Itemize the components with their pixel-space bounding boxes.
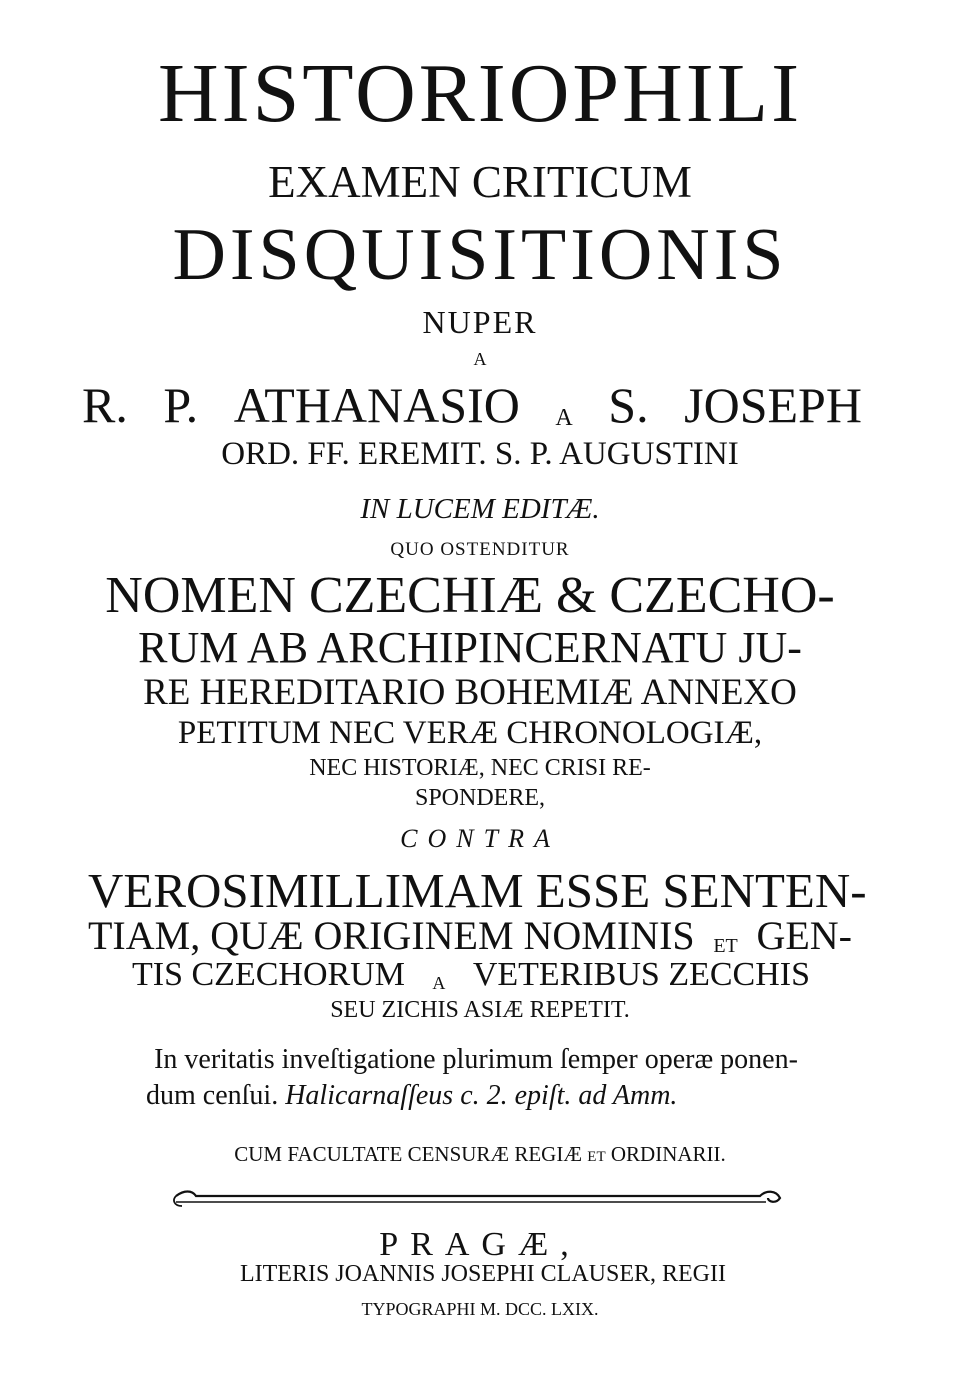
author-word: S. [608, 377, 649, 433]
epigraph-line-2 [146, 1082, 766, 1110]
thesis-line-4: PETITUM NEC VERÆ CHRONOLOGIÆ, [177, 715, 763, 751]
author-word: ATHANASIO [233, 377, 520, 433]
thesis-line-2: RUM AB ARCHIPINCERNATU JU- [138, 623, 802, 672]
counter-thesis-connector: A [432, 973, 446, 993]
thesis-line-5: NEC HISTORIÆ, NEC CRISI RE- [309, 755, 651, 781]
counter-thesis-line-2 [88, 913, 852, 958]
quo-ostenditur: QUO OSTENDITUR [390, 539, 570, 560]
author-word: P. [163, 377, 199, 433]
text-nuper: NUPER [422, 304, 538, 340]
counter-thesis-connector: ET [713, 935, 738, 957]
contra-heading: CONTRA [400, 824, 560, 853]
main-title: HISTORIOPHILI [157, 47, 803, 140]
text-a: A [473, 349, 487, 369]
counter-thesis-text: TIS CZECHORUM [132, 956, 405, 993]
title-disquisitionis: DISQUISITIONIS [172, 214, 788, 296]
counter-thesis-text: VETERIBUS ZECCHIS [472, 956, 810, 993]
permission-line [60, 1144, 900, 1165]
epigraph-citation: Halicarnaſſeus c. 2. epiſt. ad Amm. [285, 1080, 678, 1111]
ornamental-rule [170, 1188, 785, 1214]
counter-thesis-line-3 [132, 958, 810, 992]
counter-thesis-line-4: SEU ZICHIS ASIÆ REPETIT. [330, 997, 630, 1023]
counter-thesis-text: TIAM, QUÆ ORIGINEM NOMINIS [88, 913, 695, 958]
imprint-city: PRAGÆ, [379, 1226, 581, 1263]
permission-connector: ET [587, 1149, 606, 1165]
permission-text: ORDINARII. [610, 1142, 726, 1166]
author-order: ORD. FF. EREMIT. S. P. AUGUSTINI [221, 436, 739, 472]
epigraph-line-1: In veritatis inveſtigatione plurimum ſemper operæ ponen- [154, 1044, 798, 1075]
author-word: R. [82, 377, 128, 433]
thesis-line-3: RE HEREDITARIO BOHEMIÆ ANNEXO [143, 672, 797, 713]
imprint-date: TYPOGRAPHI M. DCC. LXIX. [361, 1299, 599, 1319]
counter-thesis-text: GEN- [756, 913, 852, 958]
thesis-line-1: NOMEN CZECHIÆ & CZECHO- [105, 567, 835, 624]
author-line [82, 377, 862, 433]
author-word: JOSEPH [684, 377, 862, 433]
thesis-line-6: SPONDERE, [414, 785, 546, 811]
edition-note: IN LUCEM EDITÆ. [360, 493, 600, 525]
subtitle-examen: EXAMEN CRITICUM [268, 157, 692, 207]
author-connector: A [555, 405, 573, 431]
epigraph-text: dum cenſui. [146, 1080, 279, 1111]
imprint-printer: LITERIS JOANNIS JOSEPHI CLAUSER, REGII [239, 1261, 726, 1287]
counter-thesis-line-1: VEROSIMILLIMAM ESSE SENTEN- [88, 863, 867, 918]
permission-text: CUM FACULTATE CENSURÆ REGIÆ [234, 1142, 583, 1166]
